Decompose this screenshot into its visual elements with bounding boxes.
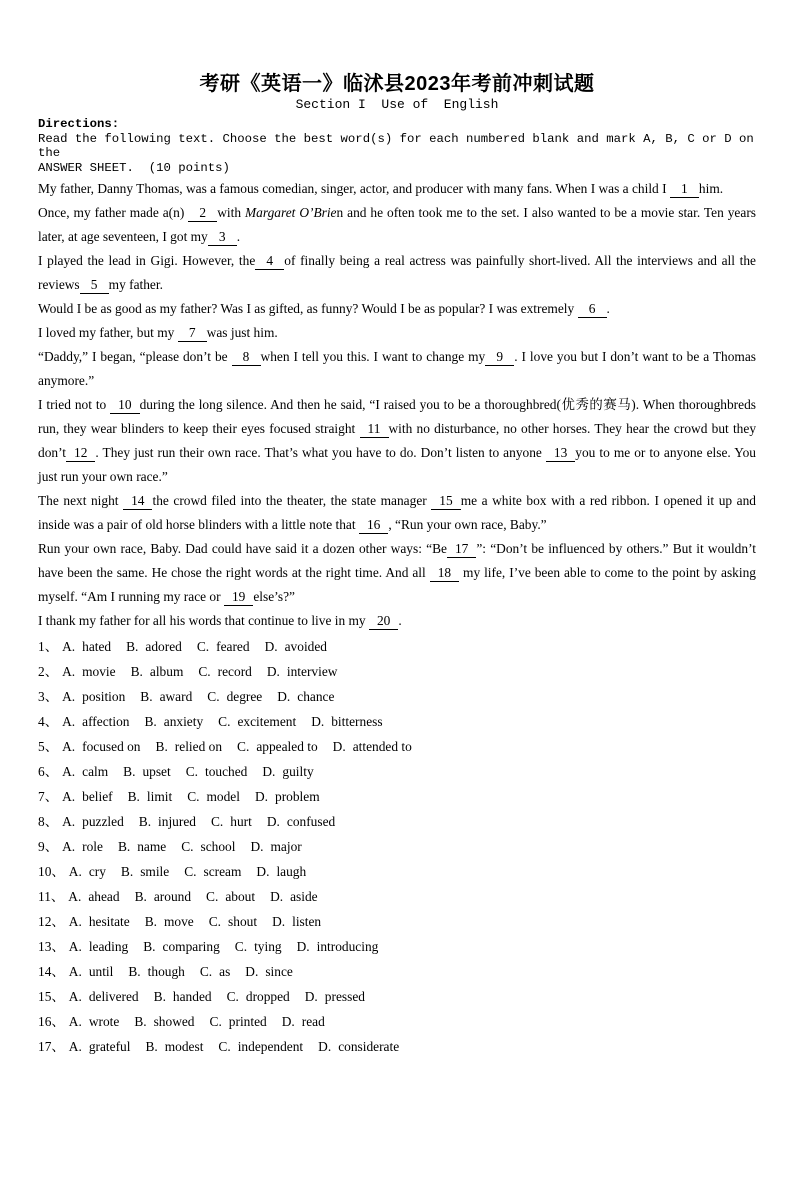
option-text: adored <box>145 639 182 655</box>
option-text: hurt <box>230 814 252 830</box>
question-row-15 <box>38 984 756 1009</box>
option-letter: D. <box>245 964 259 980</box>
question-list <box>38 634 756 1059</box>
option-text: feared <box>216 639 250 655</box>
cloze-blank-19: 19 <box>224 589 253 606</box>
directions-line-1: Read the following text. Choose the best word(s) for each numbered blank and mark A, B, C or D on the <box>38 131 762 161</box>
option-letter: D. <box>332 739 346 755</box>
question-number: 10、 <box>38 864 65 880</box>
question-row-12 <box>38 909 756 934</box>
option-C <box>186 764 248 779</box>
option-C <box>235 939 282 954</box>
option-B <box>145 1039 203 1054</box>
option-letter: B. <box>138 814 152 830</box>
option-text: model <box>206 789 240 805</box>
passage-paragraph: I played the lead in Gigi. However, the 4 of finally being a real actress was painfully short-lived. All the interviews and all the reviews 5 my father. <box>38 253 756 293</box>
option-D <box>272 914 321 929</box>
question-number: 15、 <box>38 989 65 1005</box>
cloze-blank-1: 1 <box>670 181 699 198</box>
option-D <box>256 864 306 879</box>
option-letter: A. <box>68 1014 82 1030</box>
question-number: 8、 <box>38 814 59 830</box>
option-text: considerate <box>338 1039 400 1055</box>
option-D <box>305 989 365 1004</box>
passage-paragraph: I thank my father for all his words that continue to live in my 20 . <box>38 613 402 629</box>
option-text: school <box>200 839 236 855</box>
question-number: 11、 <box>38 889 65 905</box>
question-row-17 <box>38 1034 756 1059</box>
option-letter: B. <box>126 639 139 655</box>
option-B <box>135 889 191 904</box>
option-D <box>245 964 293 979</box>
option-letter: A. <box>62 789 76 805</box>
option-letter: C. <box>209 1014 222 1030</box>
option-letter: D. <box>270 889 284 905</box>
option-D <box>267 664 338 679</box>
option-A <box>62 789 113 804</box>
option-text: anxiety <box>163 714 204 730</box>
option-D <box>262 764 313 779</box>
option-letter: B. <box>143 939 156 955</box>
option-letter: A. <box>68 989 82 1005</box>
option-A <box>69 914 130 929</box>
option-letter: C. <box>218 1039 231 1055</box>
option-letter: A. <box>68 864 82 880</box>
option-D <box>277 689 334 704</box>
option-text: as <box>219 964 231 980</box>
option-text: appealed to <box>256 739 318 755</box>
option-letter: A. <box>68 914 82 930</box>
option-C <box>218 1039 303 1054</box>
option-text: delivered <box>88 989 139 1005</box>
passage-paragraph: “Daddy,” I began, “please don’t be 8 when I tell you this. I want to change my 9 . I love you but I don’t want to be a Thomas anymore.” <box>38 349 756 389</box>
option-letter: B. <box>145 1039 158 1055</box>
option-letter: D. <box>277 689 291 705</box>
option-A <box>62 739 140 754</box>
option-letter: B. <box>144 914 157 930</box>
option-D <box>255 789 320 804</box>
question-row-10 <box>38 859 756 884</box>
option-B <box>134 1014 194 1029</box>
option-letter: D. <box>272 914 286 930</box>
option-text: name <box>137 839 167 855</box>
option-C <box>184 864 241 879</box>
option-D <box>250 839 301 854</box>
option-letter: D. <box>254 789 268 805</box>
question-row-2 <box>38 659 756 684</box>
cloze-blank-15: 15 <box>431 493 460 510</box>
cloze-blank-13: 13 <box>546 445 575 462</box>
option-text: hated <box>82 639 112 655</box>
option-letter: B. <box>127 789 140 805</box>
option-text: affection <box>82 714 130 730</box>
option-letter: B. <box>153 989 166 1005</box>
option-C <box>197 639 250 654</box>
option-letter: C. <box>199 964 213 980</box>
option-text: calm <box>82 764 109 780</box>
passage-paragraph: Once, my father made a(n) 2 with Margaret O’Brien and he often took me to the set. I also wanted to be a movie star. Ten years later, at age seventeen, I got my 3 . <box>38 205 756 245</box>
option-letter: D. <box>281 1014 295 1030</box>
option-text: limit <box>146 789 173 805</box>
option-text: introducing <box>316 939 379 955</box>
question-row-14 <box>38 959 756 984</box>
cloze-blank-7: 7 <box>178 325 207 342</box>
option-D <box>311 714 382 729</box>
question-row-9 <box>38 834 756 859</box>
option-B <box>118 839 166 854</box>
cloze-blank-8: 8 <box>232 349 261 366</box>
passage-paragraph: Would I be as good as my father? Was I as gifted, as funny? Would I be as popular? I was extremely 6 . <box>38 301 610 317</box>
option-text: until <box>88 964 114 980</box>
cloze-blank-11: 11 <box>360 421 389 438</box>
option-D <box>333 739 412 754</box>
option-text: focused on <box>82 739 141 755</box>
option-A <box>69 864 106 879</box>
option-text: injured <box>158 814 196 830</box>
option-letter: C. <box>210 814 224 830</box>
option-letter: D. <box>304 989 318 1005</box>
option-B <box>143 939 220 954</box>
option-text: excitement <box>237 714 297 730</box>
option-B <box>144 714 203 729</box>
option-text: record <box>217 664 252 680</box>
directions-line-2: ANSWER SHEET. (10 points) <box>38 160 230 175</box>
option-letter: B. <box>144 714 157 730</box>
question-row-13 <box>38 934 756 959</box>
passage-paragraph: My father, Danny Thomas, was a famous comedian, singer, actor, and producer with many fans. When I was a child I 1 him. <box>38 181 724 197</box>
option-B <box>126 639 182 654</box>
passage-paragraph: I tried not to 10 during the long silence. And then he said, “I raised you to be a thoroughbred(优秀的赛马). When thoroughbreds run, they wear blinders to keep their eyes focused straight 11 with no disturbance, no other horses. They hear the crowd but they don’t 12 . They just run their own race. That’s what you have to do. Don’t listen to anyone 13 you to me or to anyone else. You just run your own race.” <box>38 397 757 485</box>
option-B <box>123 764 171 779</box>
option-text: smile <box>140 864 170 880</box>
option-letter: A. <box>62 764 76 780</box>
option-text: interview <box>286 664 338 680</box>
question-row-3 <box>38 684 756 709</box>
option-letter: C. <box>237 739 250 755</box>
option-text: role <box>82 839 103 855</box>
option-text: pressed <box>324 989 365 1005</box>
option-C <box>211 814 252 829</box>
option-C <box>181 839 235 854</box>
option-letter: D. <box>266 814 280 830</box>
passage <box>38 177 756 633</box>
option-text: belief <box>82 789 113 805</box>
cloze-blank-2: 2 <box>188 205 217 222</box>
cloze-blank-5: 5 <box>80 277 109 294</box>
option-letter: A. <box>68 1039 82 1055</box>
option-text: position <box>82 689 126 705</box>
option-D <box>297 939 379 954</box>
option-text: handed <box>172 989 212 1005</box>
option-letter: A. <box>62 689 76 705</box>
question-number: 7、 <box>38 789 59 805</box>
passage-paragraph: I loved my father, but my 7 was just him. <box>38 325 278 341</box>
question-row-6 <box>38 759 756 784</box>
option-B <box>131 664 184 679</box>
option-text: ahead <box>88 889 120 905</box>
option-text: wrote <box>88 1014 120 1030</box>
option-text: tying <box>254 939 282 955</box>
option-letter: C. <box>206 889 219 905</box>
option-C <box>237 739 318 754</box>
page-title: 考研《英语一》临沭县2023年考前冲刺试题 <box>199 73 595 95</box>
option-text: hesitate <box>88 914 130 930</box>
option-D <box>265 639 327 654</box>
option-letter: D. <box>318 1039 332 1055</box>
question-row-7 <box>38 784 756 809</box>
cloze-blank-9: 9 <box>485 349 514 366</box>
cloze-blank-12: 12 <box>66 445 95 462</box>
question-row-5 <box>38 734 756 759</box>
option-A <box>62 714 129 729</box>
option-text: leading <box>88 939 129 955</box>
option-letter: C. <box>218 714 231 730</box>
cloze-blank-3: 3 <box>208 229 237 246</box>
question-row-8 <box>38 809 756 834</box>
option-letter: A. <box>62 814 76 830</box>
question-number: 14、 <box>38 964 65 980</box>
cloze-blank-14: 14 <box>123 493 152 510</box>
option-A <box>62 839 103 854</box>
option-letter: C. <box>181 839 194 855</box>
option-text: listen <box>292 914 322 930</box>
cloze-blank-20: 20 <box>369 613 398 630</box>
option-text: confused <box>286 814 336 830</box>
passage-paragraph: Run your own race, Baby. Dad could have said it a dozen other ways: “Be 17 ”: “Don’t be influenced by others.” But it wouldn’t have been the same. He chose the right words at the right time. And all 18 my life, I’ve been able to come to the point by asking myself. “Am I running my race or 19 else’s?” <box>38 541 757 605</box>
option-text: dropped <box>245 989 290 1005</box>
option-letter: C. <box>187 789 200 805</box>
cloze-blank-16: 16 <box>359 517 388 534</box>
question-row-1 <box>38 634 756 659</box>
option-text: avoided <box>284 639 327 655</box>
option-B <box>128 789 173 804</box>
question-row-16 <box>38 1009 756 1034</box>
option-B <box>128 964 184 979</box>
passage-paragraph: The next night 14 the crowd filed into the theater, the state manager 15 me a white box with a red ribbon. I opened it up and inside was a pair of old horse blinders with a little note that 16 , “Run your own race, Baby.” <box>38 493 756 533</box>
document-page <box>0 72 794 1059</box>
option-text: modest <box>164 1039 204 1055</box>
option-text: movie <box>82 664 116 680</box>
directions-label: Directions: <box>38 117 120 131</box>
option-A <box>69 1014 120 1029</box>
option-letter: D. <box>262 764 276 780</box>
option-letter: A. <box>68 939 82 955</box>
question-number: 17、 <box>38 1039 65 1055</box>
option-D <box>267 814 335 829</box>
option-B <box>140 689 192 704</box>
option-letter: B. <box>123 764 136 780</box>
option-letter: D. <box>266 664 280 680</box>
question-number: 4、 <box>38 714 59 730</box>
option-B <box>139 814 196 829</box>
option-A <box>62 639 111 654</box>
question-number: 12、 <box>38 914 65 930</box>
option-B <box>154 989 212 1004</box>
option-letter: A. <box>62 839 76 855</box>
option-B <box>145 914 194 929</box>
option-text: touched <box>204 764 248 780</box>
option-text: relied on <box>174 739 223 755</box>
cloze-blank-18: 18 <box>430 565 459 582</box>
option-A <box>69 939 128 954</box>
option-text: move <box>164 914 194 930</box>
option-letter: C. <box>196 639 210 655</box>
cloze-blank-17: 17 <box>447 541 476 558</box>
option-A <box>62 814 124 829</box>
directions-block <box>38 117 762 175</box>
option-text: major <box>270 839 302 855</box>
option-text: laugh <box>276 864 307 880</box>
option-A <box>62 764 108 779</box>
option-text: read <box>301 1014 325 1030</box>
cloze-blank-4: 4 <box>255 253 284 270</box>
option-text: album <box>149 664 184 680</box>
option-C <box>207 689 262 704</box>
option-text: problem <box>275 789 320 805</box>
option-letter: A. <box>62 714 76 730</box>
option-letter: B. <box>134 1014 147 1030</box>
option-text: since <box>265 964 293 980</box>
option-text: upset <box>142 764 171 780</box>
option-B <box>156 739 223 754</box>
option-letter: B. <box>120 864 134 880</box>
option-D <box>282 1014 325 1029</box>
option-text: puzzled <box>82 814 124 830</box>
option-text: independent <box>237 1039 304 1055</box>
question-number: 3、 <box>38 689 59 705</box>
question-number: 2、 <box>38 664 59 680</box>
option-text: chance <box>297 689 335 705</box>
option-text: bitterness <box>331 714 383 730</box>
option-text: guilty <box>282 764 314 780</box>
option-text: showed <box>153 1014 195 1030</box>
option-letter: C. <box>207 689 220 705</box>
option-text: shout <box>228 914 258 930</box>
option-A <box>62 664 116 679</box>
option-text: though <box>147 964 185 980</box>
option-A <box>69 989 139 1004</box>
question-number: 1、 <box>38 639 59 655</box>
section-heading: Section I Use of English <box>295 97 499 112</box>
option-letter: C. <box>184 864 197 880</box>
option-text: aside <box>290 889 318 905</box>
option-text: about <box>225 889 256 905</box>
option-text: around <box>153 889 192 905</box>
option-letter: D. <box>264 639 278 655</box>
option-A <box>62 689 125 704</box>
option-letter: D. <box>250 839 264 855</box>
italic-text: Margaret O’Brie <box>245 205 337 221</box>
option-A <box>69 1039 131 1054</box>
option-text: degree <box>226 689 263 705</box>
option-text: cry <box>88 864 106 880</box>
option-A <box>69 964 114 979</box>
question-number: 13、 <box>38 939 65 955</box>
option-letter: C. <box>198 664 211 680</box>
option-letter: B. <box>140 689 153 705</box>
option-text: comparing <box>162 939 220 955</box>
option-letter: B. <box>128 964 141 980</box>
option-letter: A. <box>68 889 82 905</box>
option-letter: D. <box>256 864 270 880</box>
option-letter: D. <box>296 939 310 955</box>
option-letter: C. <box>208 914 222 930</box>
question-number: 5、 <box>38 739 59 755</box>
option-C <box>227 989 290 1004</box>
option-letter: D. <box>311 714 325 730</box>
option-A <box>68 889 119 904</box>
question-number: 16、 <box>38 1014 65 1030</box>
option-C <box>218 714 296 729</box>
option-letter: B. <box>117 839 131 855</box>
option-text: award <box>159 689 193 705</box>
question-number: 9、 <box>38 839 59 855</box>
option-C <box>209 914 257 929</box>
option-letter: A. <box>68 964 82 980</box>
option-text: grateful <box>88 1039 131 1055</box>
option-C <box>187 789 240 804</box>
option-letter: B. <box>155 739 168 755</box>
option-text: printed <box>228 1014 267 1030</box>
option-letter: A. <box>62 739 76 755</box>
question-row-4 <box>38 709 756 734</box>
option-C <box>198 664 251 679</box>
question-number: 6、 <box>38 764 59 780</box>
option-letter: C. <box>185 764 198 780</box>
option-D <box>318 1039 399 1054</box>
option-letter: B. <box>130 664 143 680</box>
option-letter: C. <box>226 989 239 1005</box>
option-C <box>200 964 230 979</box>
option-C <box>210 1014 267 1029</box>
option-letter: C. <box>234 939 248 955</box>
option-text: attended to <box>352 739 412 755</box>
option-B <box>121 864 169 879</box>
option-C <box>206 889 255 904</box>
option-D <box>270 889 318 904</box>
option-letter: A. <box>62 664 76 680</box>
cloze-blank-6: 6 <box>578 301 607 318</box>
question-row-11 <box>38 884 756 909</box>
option-letter: B. <box>134 889 147 905</box>
option-letter: A. <box>62 639 76 655</box>
option-text: scream <box>203 864 242 880</box>
cloze-blank-10: 10 <box>110 397 139 414</box>
